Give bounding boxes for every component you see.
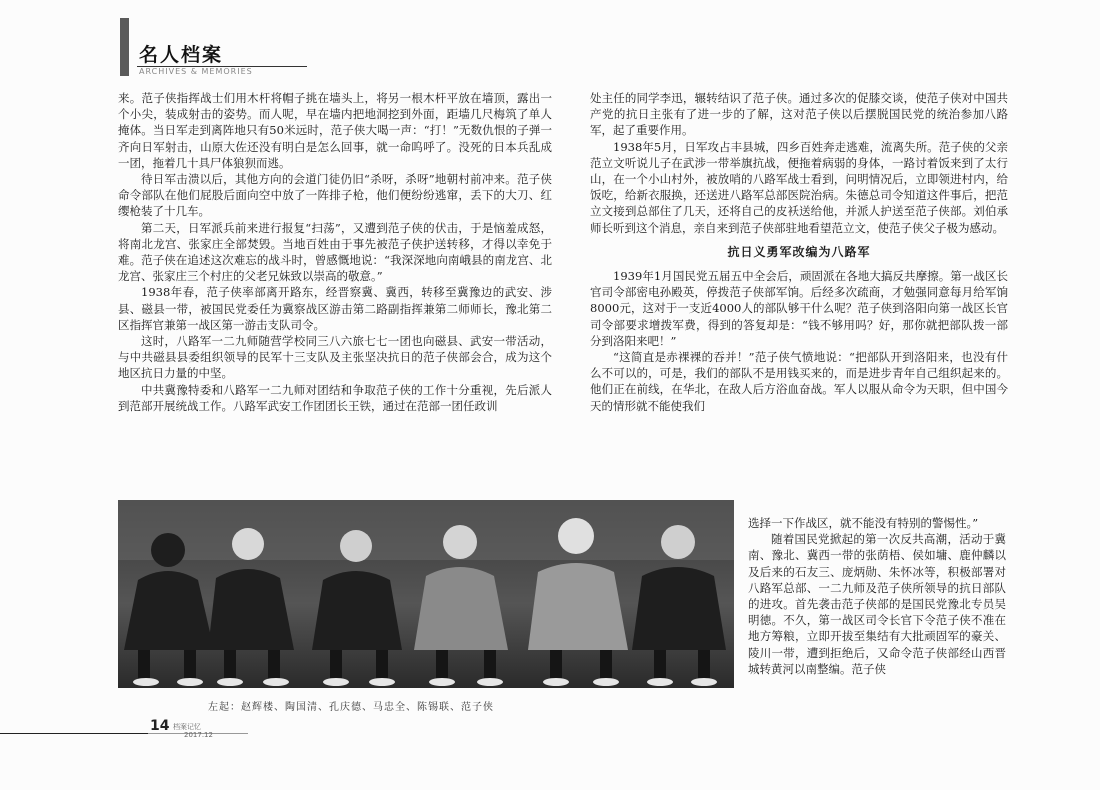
photo-caption: 左起：赵辉楼、陶国清、孔庆德、马忠全、陈锡联、范子侠 (208, 702, 494, 713)
group-photo (118, 500, 734, 688)
page-number: 14 (150, 718, 170, 734)
right-column-top (590, 90, 1008, 414)
footer-rule (0, 733, 160, 734)
paragraph: 1938年春，范子侠率部离开路东，经晋察冀、冀西，转移至冀豫边的武安、涉县、磁县一带，被国民党委任为冀察战区游击第二路副指挥兼第二师师长，豫北第二区指挥官兼第一战区第一游击支队司令。 (118, 285, 552, 332)
right-column-bottom (748, 515, 1006, 677)
paragraph: “这简直是赤裸裸的吞并！”范子侠气愤地说：“把部队开到洛阳来，也没有什么不可以的，可是，我们的部队不是用钱买来的，而是进步青年自己组织起来的。他们正在前线，在华北，在敌人后方浴血奋战。军人以服从命令为天职，但中国今天的情形就不能使我们 (590, 350, 1008, 413)
paragraph: 选择一下作战区，就不能没有特别的警惕性。” (748, 516, 979, 530)
paragraph: 待日军击溃以后，其他方向的会道门徒仍旧“杀呀，杀呀”地朝村前冲来。范子侠命令部队在他们屁股后面向空中放了一阵排子枪，他们便纷纷逃窜，丢下的大刀、红缨枪装了十几车。 (118, 172, 552, 219)
paragraph: 1938年5月，日军攻占丰县城，四乡百姓奔走逃难，流离失所。范子侠的父亲范立文听说儿子在武涉一带举旗抗战，便拖着病弱的身体，一路讨着饭来到了太行山，在一个小山村外，被放哨的八路军战士看到，问明情况后，立即领进村内，给饭吃，给新衣服换，还送进八路军总部医院治病。朱德总司令知道这件事后，把范立文接到总部住了几天，还将自己的皮袄送给他，并派人护送至范子侠部。刘伯承师长听到这个消息，亲自来到范子侠部驻地看望范立文，使范子侠父子极为感动。 (590, 139, 1008, 235)
left-column (118, 90, 552, 414)
paragraph: 随着国民党掀起的第一次反共高潮，活动于冀南、豫北、冀西一带的张荫梧、侯如墉、鹿仲麟以及后来的石友三、庞炳勋、朱怀冰等，积极部署对八路军总部、一二九师及范子侠所领导的抗日部队的进攻。首先袭击范子侠部的是国民党豫北专员吴明徳。不久，第一战区司令长官下令范子侠不准在地方筹粮，立即开拔至集结有大批顽固军的豪关、陵川一带，遭到拒绝后，又命令范子侠部经山西晋城转黄河以南整编。范子侠 (748, 532, 1006, 676)
group-photo-image (118, 500, 734, 688)
paragraph: 处主任的同学李迅，辗转结识了范子侠。通过多次的促膝交谈，使范子侠对中国共产党的抗日主张有了进一步的了解，这对范子侠以后摆脱国民党的统治参加八路军，起了重要作用。 (590, 91, 1008, 138)
section-title: 名人档案 (139, 44, 224, 66)
footer-issue: 2017.12 (184, 731, 213, 739)
paragraph: 中共冀豫特委和八路军一二九师对团结和争取范子侠的工作十分重视，先后派人到范部开展统战工作。八路军武安工作团团长王铁，通过在范部一团任政训 (118, 382, 552, 413)
paragraph: 第二天，日军派兵前来进行报复“扫荡”，又遭到范子侠的伏击，于是恼羞成怒，将南北龙宫、张家庄全部焚毁。当地百姓由于事先被范子侠护送转移，才得以幸免于难。范子侠在追述这次难忘的战斗时，曾感慨地说：“我深深地向南峨县的南龙宫、北龙宫、张家庄三个村庄的父老兄妹致以崇高的敬意。” (118, 220, 552, 284)
paragraph: 1939年1月国民党五届五中全会后，顽固派在各地大搞反共摩擦。第一战区长官司令部密电孙殿英，停拨范子侠部军饷。后经多次疏商，才勉强同意每月给军饷8000元，这对于一支近4000人的部队够干什么呢？范子侠到洛阳向第一战区长官司令部要求增拨军费，得到的答复却是：“钱不够用吗？好，那你就把部队拨一部分到洛阳来吧！” (590, 269, 1008, 348)
paragraph: 这时，八路军一二九师随营学校同三八六旅七七一团也向磁县、武安一带活动，与中共磁县县委组织领导的民军十三支队及主张坚决抗日的范子侠部会合，成为这个地区抗日力量的中坚。 (118, 334, 552, 381)
paragraph: 来。范子侠指挥战士们用木杆将帽子挑在墙头上，将另一根木杆平放在墙顶，露出一个小尖，装成射击的姿势。而人呢，早在墙内把地洞挖到外面，距墙几尺梅筑了单人掩体。当日军走到离阵地只有50米远时，范子侠大喝一声：“打！”无数仇恨的子弹一齐向日军射击，山原大佐还没有明白是怎么回事，就一命呜呼了。没死的日本兵乱成一团，拖着几十具尸体狼狈而逃。 (118, 91, 552, 170)
footer-journal-name: 档案记忆 (173, 723, 201, 731)
header-accent-bar (120, 18, 129, 76)
subheading: 抗日义勇军改编为八路军 (727, 244, 871, 259)
section-subtitle: ARCHIVES & MEMORIES (139, 67, 253, 76)
